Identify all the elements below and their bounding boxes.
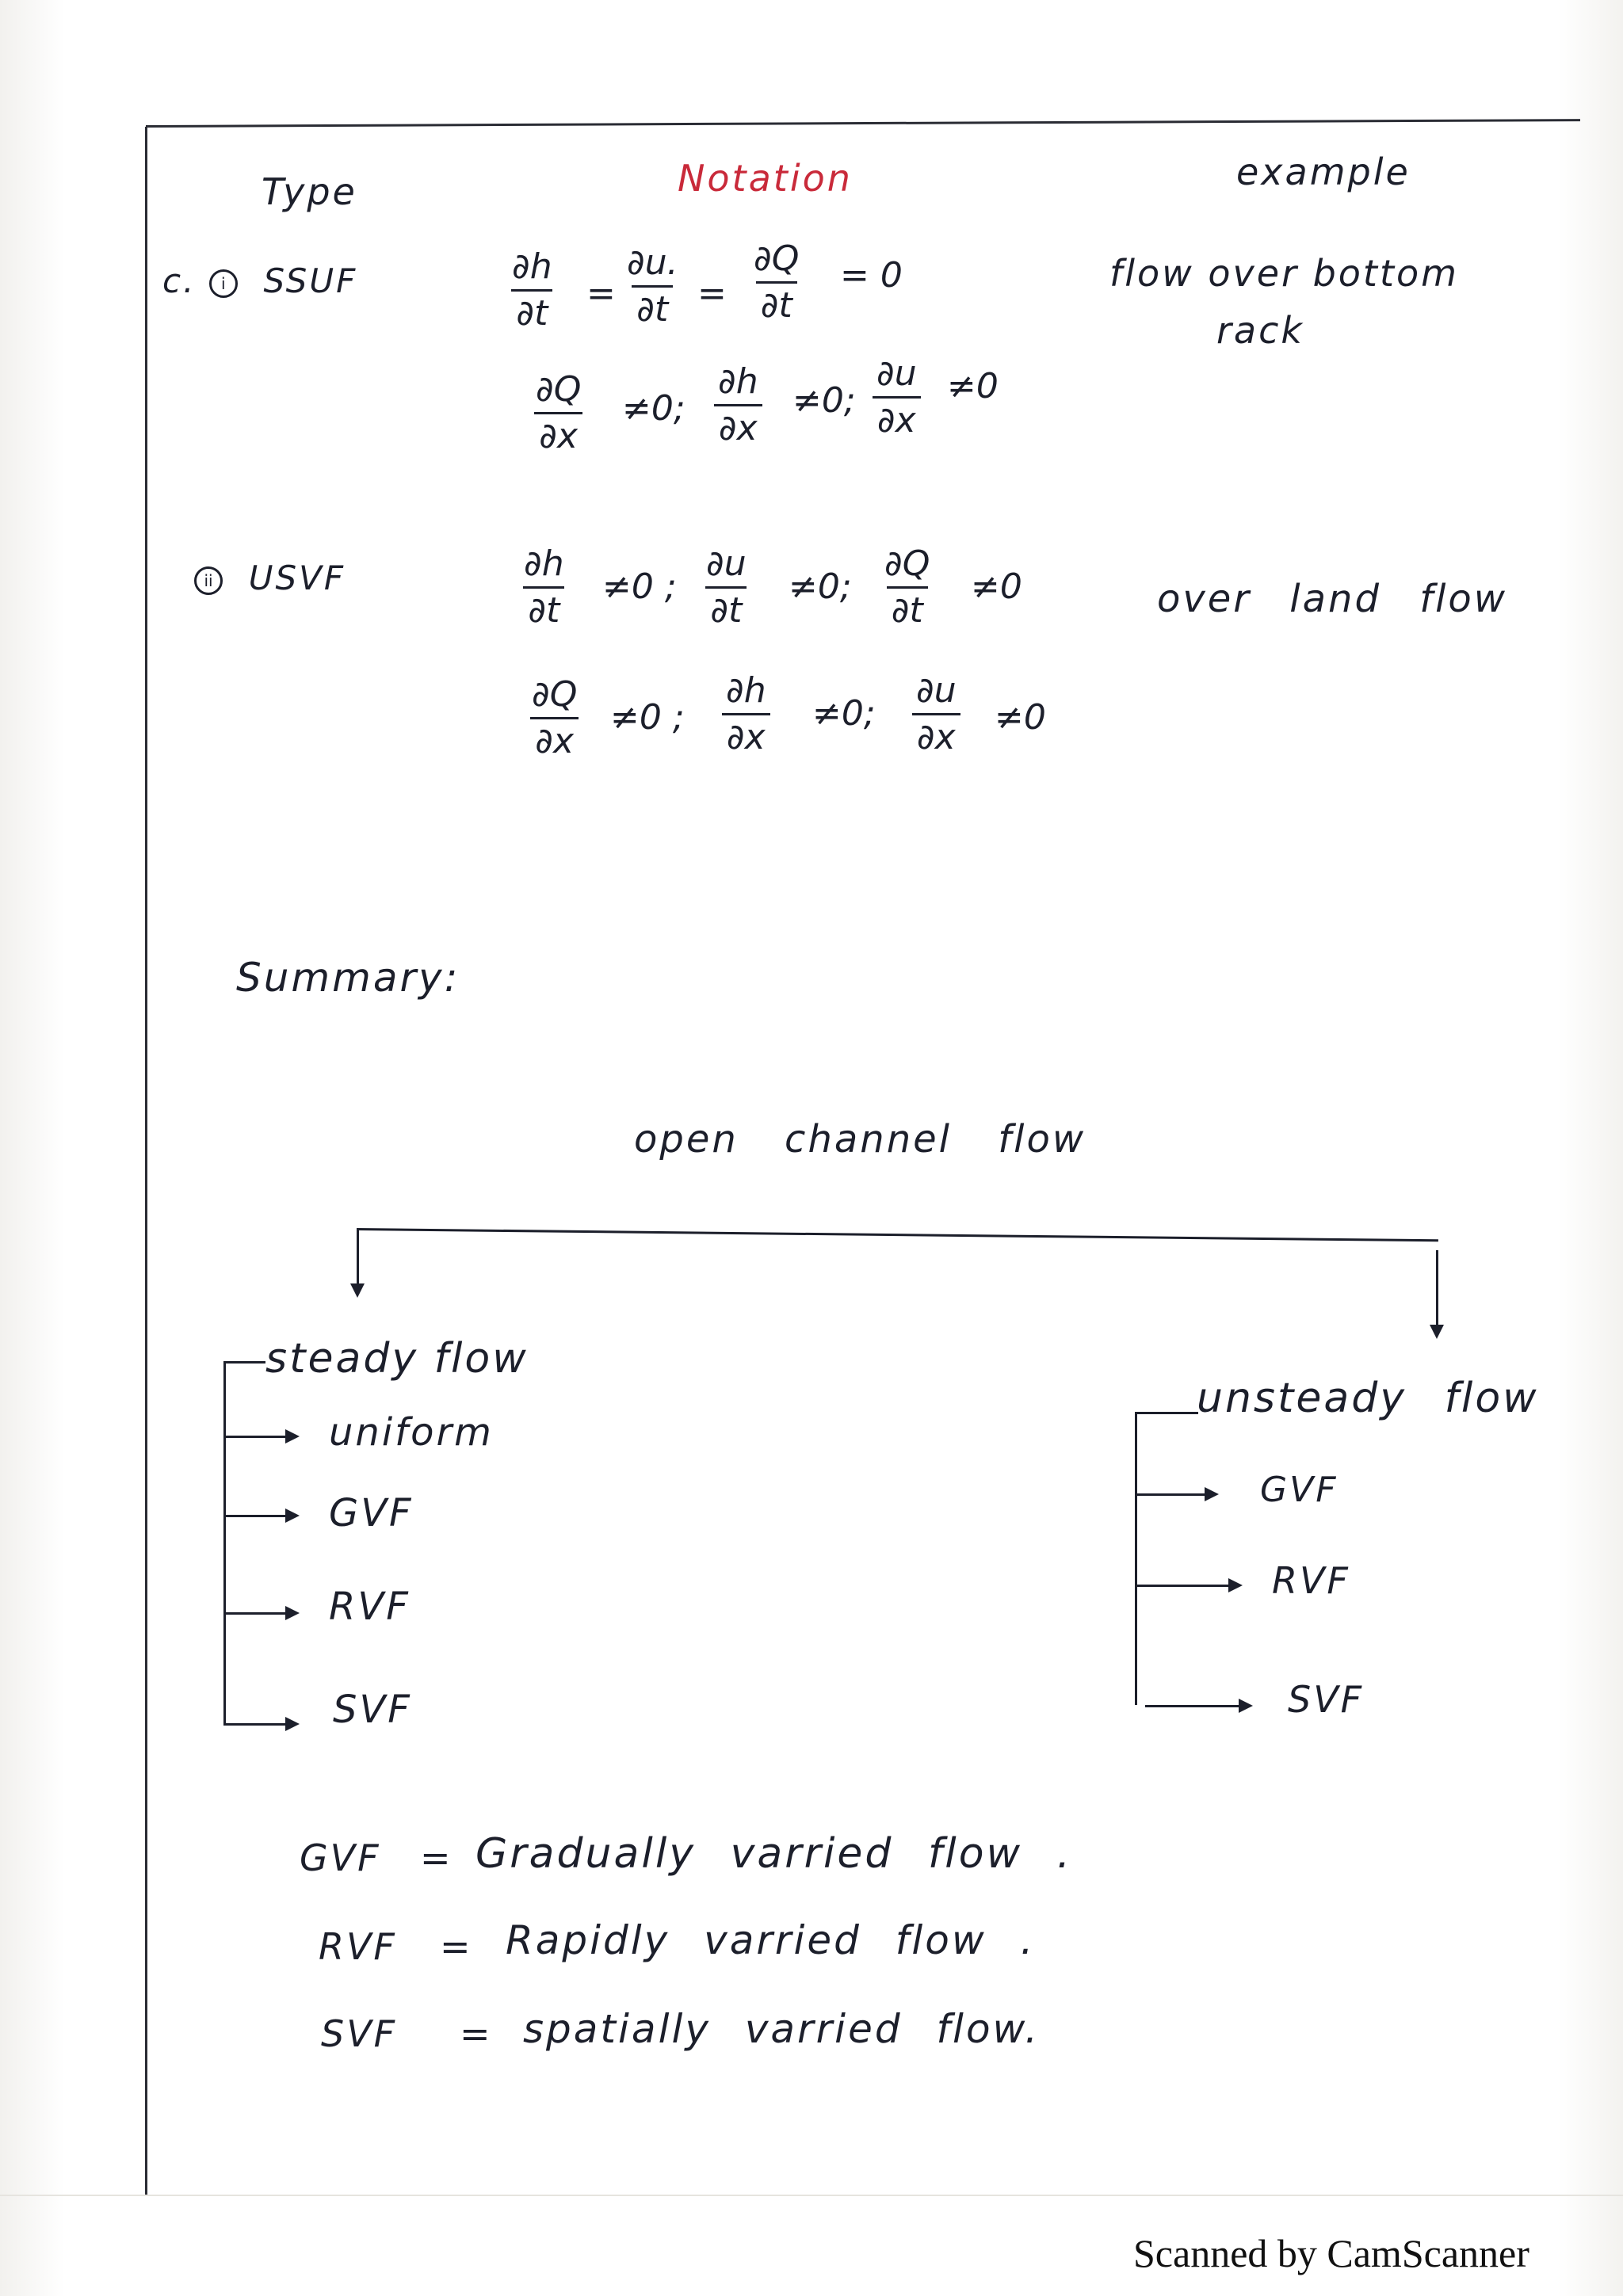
summary-root: open channel flow [634, 1117, 1086, 1161]
margin-rule [145, 127, 147, 2195]
top-rule [146, 119, 1580, 128]
row2-l2-frac1: $\frac{\partial Q}{\partial x}$ [532, 674, 578, 761]
row1-l2-frac2: $\frac{\partial h}{\partial x}$ [713, 364, 763, 446]
row1-l2-frac3: $\frac{\partial u}{\partial x}$ [872, 357, 922, 438]
row2-l2-op1: ≠0 ; [610, 697, 685, 738]
row2-l1-op2: ≠0; [789, 566, 852, 607]
heading-notation: Notation [678, 157, 853, 200]
row2-l2-frac3: $\frac{\partial u}{\partial x}$ [911, 673, 961, 755]
steady-branch-3 [223, 1612, 287, 1615]
row1-prefix: c. [162, 261, 197, 300]
row2-l1-op1: ≠0 ; [602, 566, 677, 607]
def-rvf-meaning: Rapidly varried flow . [506, 1917, 1036, 1963]
row1-l1-op2: = [697, 273, 727, 314]
unsteady-tick [1135, 1412, 1198, 1414]
row2-l1-op3: ≠0 [971, 566, 1022, 607]
steady-tick [226, 1361, 265, 1363]
page-bottom-edge [0, 2195, 1623, 2196]
row2-l2-op3: ≠0 [995, 697, 1046, 738]
steady-item-uniform: uniform [329, 1410, 494, 1455]
row2-marker: ii [194, 566, 223, 595]
steady-branch-4 [223, 1723, 287, 1726]
steady-item-rvf: RVF [329, 1585, 411, 1629]
heading-type: Type [262, 170, 357, 213]
row2-l1-frac2: $\frac{\partial u}{\partial t}$ [706, 543, 747, 631]
row1-l2-op1: ≠0; [622, 388, 685, 429]
unsteady-item-svf: SVF [1288, 1678, 1365, 1721]
row2-type: USVF [248, 559, 346, 597]
steady-branch-2 [223, 1515, 287, 1517]
def-gvf-meaning: Gradually varried flow . [475, 1830, 1073, 1878]
steady-arrow-1 [285, 1429, 300, 1444]
steady-item-svf: SVF [333, 1688, 412, 1732]
tree-left-arrow [350, 1283, 365, 1298]
tree-branch-line [357, 1228, 1438, 1241]
unsteady-arrow-1 [1205, 1487, 1219, 1501]
unsteady-arrow-3 [1239, 1699, 1253, 1713]
tree-left-stem [357, 1230, 359, 1285]
def-gvf-abbr: GVF [300, 1836, 381, 1879]
def-rvf-abbr: RVF [319, 1925, 397, 1968]
tree-right-stem [1436, 1250, 1438, 1325]
def-svf-abbr: SVF [321, 2012, 398, 2055]
unsteady-branch-2 [1135, 1585, 1230, 1587]
def-gvf-eq: = [420, 1836, 453, 1879]
row2-l2-frac2: $\frac{\partial h}{\partial x}$ [721, 673, 771, 755]
row1-example-line1: flow over bottom [1109, 252, 1459, 295]
row1-l2-frac1: $\frac{\partial Q}{\partial x}$ [536, 369, 582, 456]
steady-arrow-2 [285, 1508, 300, 1523]
heading-example: example [1236, 151, 1411, 193]
camscanner-footer: Scanned by CamScanner [1133, 2231, 1529, 2275]
steady-arrow-4 [285, 1717, 300, 1731]
unsteady-item-rvf: RVF [1272, 1559, 1350, 1602]
def-svf-meaning: spatially varried flow. [523, 2006, 1041, 2052]
steady-item-gvf: GVF [329, 1491, 414, 1535]
row1-l2-op2: ≠0; [792, 380, 856, 421]
unsteady-arrow-2 [1228, 1578, 1243, 1592]
row1-l1-frac3: $\frac{\partial Q}{\partial t}$ [754, 238, 800, 326]
def-svf-eq: = [460, 2012, 493, 2055]
row1-marker: i [209, 269, 238, 298]
row2-l2-op2: ≠0; [812, 693, 876, 734]
steady-arrow-3 [285, 1606, 300, 1620]
unsteady-item-gvf: GVF [1260, 1470, 1338, 1510]
unsteady-branch-1 [1135, 1493, 1206, 1496]
row1-l2-op3: ≠0 [947, 366, 999, 406]
unsteady-trunk [1135, 1412, 1137, 1705]
steady-trunk [223, 1361, 226, 1726]
steady-flow-label: steady flow [265, 1335, 529, 1383]
steady-branch-1 [223, 1436, 287, 1438]
row2-l1-frac3: $\frac{\partial Q}{\partial t}$ [884, 543, 930, 631]
unsteady-flow-label: unsteady flow [1197, 1375, 1539, 1422]
tree-right-arrow [1430, 1325, 1444, 1339]
row2-l1-frac1: $\frac{\partial h}{\partial t}$ [524, 543, 564, 631]
row2-type-label [194, 559, 346, 597]
row1-type: SSUF [263, 261, 358, 300]
row1-example-line2: rack [1216, 309, 1305, 352]
def-rvf-eq: = [440, 1925, 473, 1968]
row1-type-label [162, 261, 357, 300]
summary-heading: Summary: [236, 955, 460, 1001]
row1-l1-frac2: $\frac{\partial u.}{\partial t}$ [627, 242, 678, 330]
unsteady-branch-3 [1145, 1705, 1240, 1707]
row1-l1-frac1: $\frac{\partial h}{\partial t}$ [512, 246, 552, 334]
row2-example: over land flow [1157, 577, 1508, 621]
row1-l1-op3: = 0 [840, 255, 903, 296]
row1-l1-op1: = [586, 273, 616, 314]
